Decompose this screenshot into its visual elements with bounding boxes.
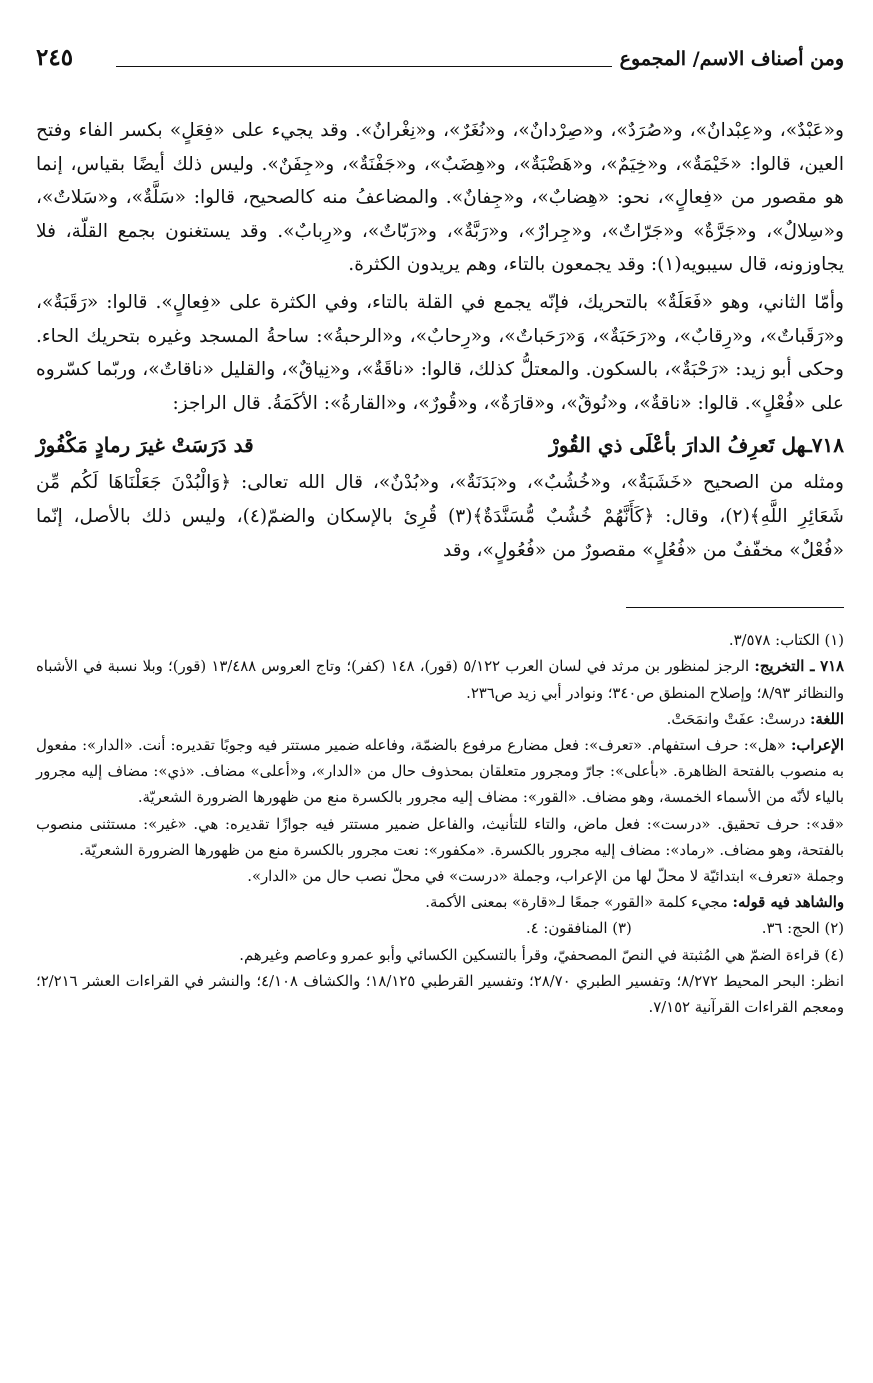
header-rule: [116, 66, 612, 67]
page-number: ٢٤٥: [36, 44, 74, 71]
lugha-label: اللغة:: [809, 710, 844, 728]
main-text: [36, 114, 844, 567]
shahid-label: والشاهد فيه قوله:: [732, 894, 844, 912]
verse-number: ٧١٨ـ: [805, 433, 844, 458]
verse-first-half: [549, 428, 844, 462]
verse-takhrij: [36, 654, 844, 706]
footnote-4-refs: انظر: البحر المحيط ٨/٢٧٢؛ وتفسير الطبري ٢٨/٧٠؛ وتفسير القرطبي ١٨/١٢٥؛ والكشاف ٤/١٠٨؛ والنشر في القراءات العشر ٢/٢١٦؛ ومعجم القراءات القرآنية ٧/١٥٢.: [36, 972, 844, 1016]
lugha-note: [36, 707, 844, 733]
footnotes-2-3: [36, 916, 844, 942]
footnotes: [36, 628, 844, 1021]
shahid-text: مجيء كلمة «القور» جمعًا لـ«قارة» بمعنى الأكمة.: [425, 894, 733, 912]
lugha-text: درستْ: عفَتْ وانمَحَتْ.: [666, 710, 810, 728]
irab-note: [36, 733, 844, 812]
footnote-1: (١) الكتاب: ٣/٥٧٨.: [728, 632, 844, 650]
chapter-title: ومن أصناف الاسم/ المجموع: [619, 48, 844, 70]
footnote-3: (٣) المنافقون: ٤.: [525, 920, 632, 938]
running-header: [36, 44, 844, 84]
irab-label: الإعراب:: [790, 736, 844, 754]
footnote-2: (٢) الحج: ٣٦.: [761, 920, 844, 938]
footnote-rule: [626, 607, 844, 608]
irab-text: «هل»: حرف استفهام. «تعرف»: فعل مضارع مرفوع بالضمّة، وفاعله ضمير مستتر فيه وجوبًا تقديره: أنت. «الدار»: مفعول به منصوب بالفتحة الظاهرة. «بأعلى»: جارّ ومجرور متعلقان بمحذوف حال من «الدار»، و«أعلى» مضاف. «ذي»: مضاف إليه مجرور بالياء لأنّه من الأسماء الخمسة، وهو مضاف. «القور»: مضاف إليه مجرور بالكسرة منع من ظهورها الضرورة الشعريّة.: [36, 736, 844, 807]
takhrij-label: ٧١٨ ـ التخريج:: [754, 658, 844, 676]
shahid-note: [36, 890, 844, 916]
footnote-4: (٤) قراءة الضمّ هي المُثبتة في النصّ المصحفيّ، وقرأ بالتسكين الكسائي وأبو عمرو وعاصم وغيرهم.: [239, 946, 844, 964]
irab-note-2: «قد»: حرف تحقيق. «درست»: فعل ماض، والتاء للتأنيث، والفاعل ضمير مستتر فيه جوازًا تقديره: هي. «غير»: مستثنى منصوب بالفتحة، وهو مضاف. «رماد»: مضاف إليه مجرور بالكسرة. «مكفور»: نعت مجرور بالكسرة منع من ظهورها الضرورة الشعريّة.: [36, 815, 844, 859]
verse-second-hemistich: قد دَرَسَتْ غيرَ رمادٍ مَكْفُورْ: [36, 433, 254, 458]
verse-first-hemistich: هل تَعرِفُ الدارَ بأعْلَى ذي القُورْ: [549, 433, 806, 458]
book-page: [36, 44, 844, 1021]
irab-note-3: وجملة «تعرف» ابتدائيّة لا محلّ لها من الإعراب، وجملة «درست» في محلّ نصب حال من «الدار».: [247, 867, 844, 885]
takhrij-text: الرجز لمنظور بن مرثد في لسان العرب ٥/١٢٢ (قور)، ١٤٨ (كفر)؛ وتاج العروس ١٣/٤٨٨ (قور)؛ وبلا نسبة في الأشباه والنظائر ٨/٩٣؛ وإصلاح المنطق ص٣٤٠؛ ونوادر أبي زيد ص٢٣٦.: [36, 658, 844, 702]
paragraph-2: وأمّا الثاني، وهو «فَعَلَةٌ» بالتحريك، فإنّه يجمع في القلة بالتاء، وفي الكثرة على «فِعالٍ». قالوا: «رَقَبَةٌ»، و«رَقَباتٌ»، و«رِقابٌ»، و«رَحَبَةٌ»، وَ«رَحَباتٌ»، و«رِحابٌ»، و«الرحبةُ»: ساحةُ المسجد وغيره بتحريك الحاء. وحكى أبو زيد: «رَحْبَةٌ»، بالسكون. والمعتلُّ كذلك، قالوا: «ناقَةٌ»، و«نِياقٌ»، والقليل «ناقاتٌ»، وربّما كسّروه على «فُعْلٍ». قالوا: «ناقةٌ»، و«نُوقٌ»، و«قارَةٌ»، و«قُورٌ»، و«القارةُ»: الأكَمَةُ. قال الراجز:: [36, 291, 844, 414]
verse-line: [36, 428, 844, 462]
paragraph-1: و«عَبْدٌ»، و«عِبْدانٌ»، و«صُرَدٌ»، و«صِرْدانٌ»، و«نُغَرٌ»، و«نِغْرانٌ». وقد يجيء على «فِعَلٍ» بكسر الفاء وفتح العين، قالوا: «خَيْمَةٌ»، و«خِيَمٌ»، و«هَضْبَةٌ»، و«هِضَبٌ»، و«جَفْنَةٌ»، و«جِفَنٌ». وليس ذلك أيضًا بقياس، إنما هو مقصور من «فِعالٍ»، نحو: «هِضابٌ»، و«جِفانٌ». والمضاعفُ منه كالصحيح، قالوا: «سَلَّةٌ»، و«سَلاتٌ»، و«سِلالٌ»، و«جَرَّةٌ» و«جَرّاتٌ»، و«جِرارٌ»، و«رَبَّةٌ»، و«رَبّاتٌ»، و«رِبابٌ». وقد يستغنون بجمع القلّة، فلا يجاوزونه، قال سيبويه(١): وقد يجمعون بالتاء، وهم يريدون الكثرة.: [36, 120, 844, 276]
paragraph-3: ومثله من الصحيح «خَشَبَةٌ»، و«خُشُبٌ»، و«بَدَنَةٌ»، و«بُدْنٌ»، قال الله تعالى: ﴿وَالْبُدْنَ جَعَلْنَاهَا لَكُم مِّن شَعَائِرِ اللَّهِ﴾(٢)، وقال: ﴿كَأَنَّهُمْ خُشُبٌ مُّسَنَّدَةٌ﴾(٣) قُرِئ بالإسكان والضمّ(٤)، وليس ذلك بالأصل، إنّما «فُعْلٌ» مخفّفٌ من «فُعُلٍ» مقصورٌ من «فُعُولٍ»، وقد: [36, 472, 844, 561]
